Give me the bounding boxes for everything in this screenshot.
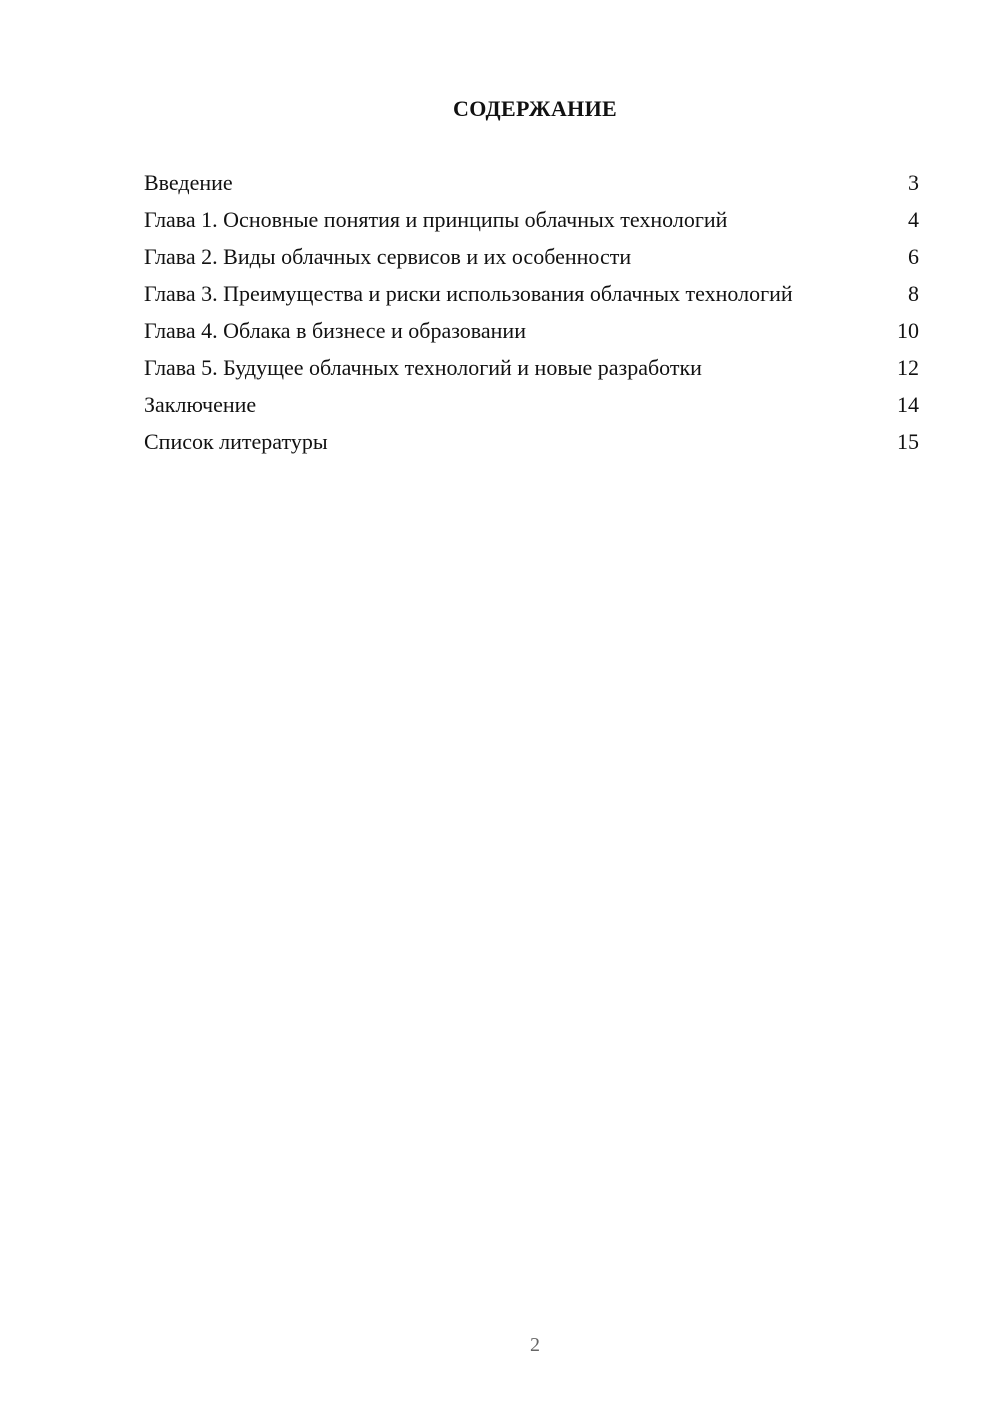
- toc-entry-page-number: 15: [897, 429, 919, 454]
- toc-entry-label: Глава 5. Будущее облачных технологий и новые разработки: [144, 355, 702, 380]
- toc-entry-label: Глава 3. Преимущества и риски использования облачных технологий: [144, 281, 793, 306]
- toc-title: СОДЕРЖАНИЕ: [453, 96, 617, 121]
- toc-entry: [144, 392, 919, 418]
- toc-entry: [144, 281, 919, 307]
- toc-entry-label: Глава 2. Виды облачных сервисов и их особенности: [144, 244, 632, 269]
- toc-entry-label: Список литературы: [144, 429, 328, 454]
- toc-entry: [144, 207, 919, 233]
- toc-entry-page-number: 3: [908, 170, 919, 195]
- toc-entry-label: Глава 4. Облака в бизнесе и образовании: [144, 318, 526, 343]
- toc-entry-page-number: 12: [897, 355, 919, 380]
- toc-entry-page-number: 4: [908, 207, 919, 232]
- page-number: 2: [530, 1334, 540, 1356]
- toc-entry: [144, 244, 919, 270]
- toc-entry: [144, 429, 919, 455]
- toc-entry-label: Глава 1. Основные понятия и принципы облачных технологий: [144, 207, 728, 232]
- toc-entry-page-number: 6: [908, 244, 919, 269]
- toc-entry-label: Введение: [144, 170, 233, 195]
- table-of-contents: [144, 170, 919, 466]
- toc-entry: [144, 318, 919, 344]
- toc-entry-page-number: 8: [908, 281, 919, 306]
- toc-entry-page-number: 10: [897, 318, 919, 343]
- toc-entry-label: Заключение: [144, 392, 257, 417]
- toc-entry-page-number: 14: [897, 392, 919, 417]
- toc-entry: [144, 355, 919, 381]
- toc-entry: [144, 170, 919, 196]
